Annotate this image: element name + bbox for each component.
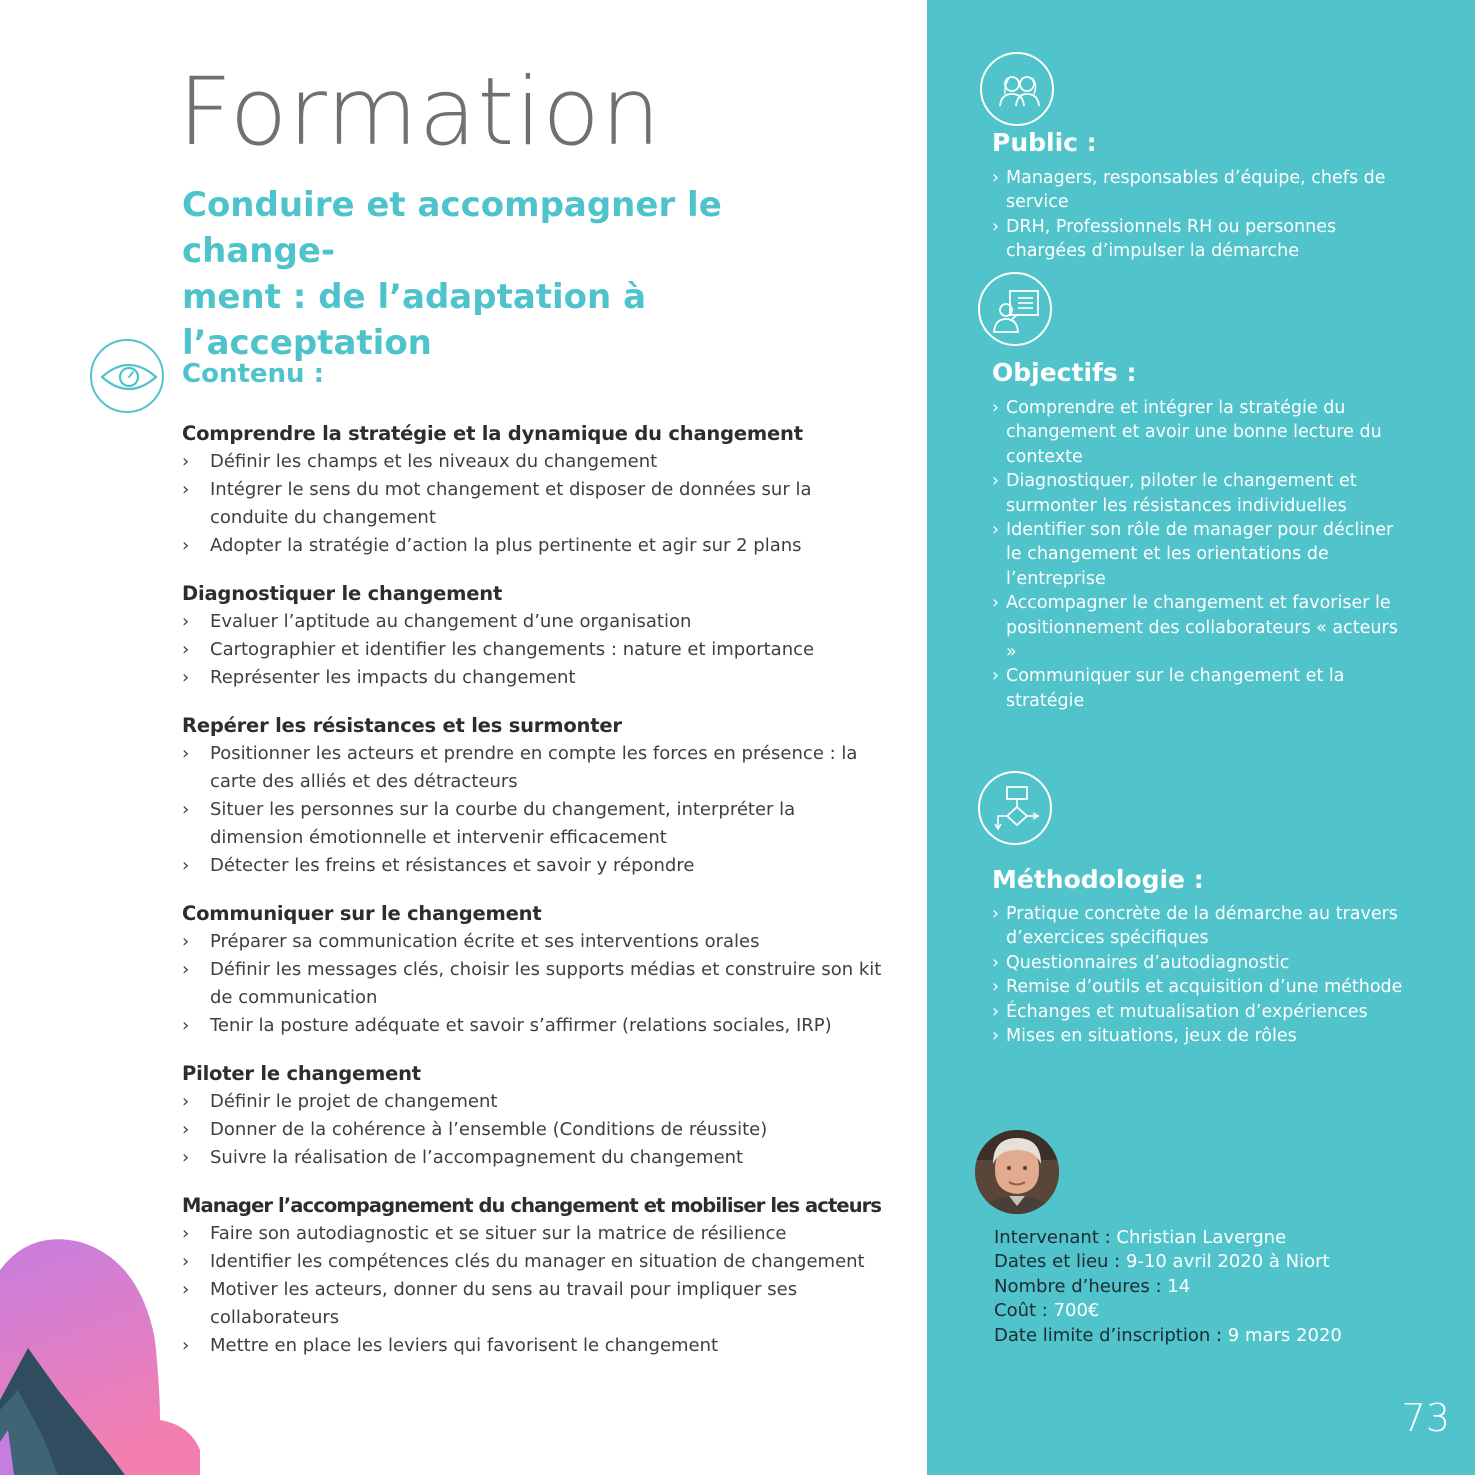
objectifs-item: [992, 664, 1412, 713]
chevron-right-icon: ›: [182, 1251, 190, 1272]
list-item-text: Définir les champs et les niveaux du changement: [210, 451, 658, 472]
objectifs-heading: Objectifs :: [992, 358, 1137, 387]
contenu-section: [182, 580, 892, 692]
contenu-section: [182, 420, 892, 560]
objectifs-item-text: Identifier son rôle de manager pour décliner le changement et les orientations de l’entreprise: [1006, 520, 1394, 589]
list-item: [182, 476, 892, 532]
list-item-text: Faire son autodiagnostic et se situer sur la matrice de résilience: [210, 1223, 787, 1244]
list-item: [182, 664, 892, 692]
chevron-right-icon: ›: [992, 1026, 999, 1047]
list-item: [182, 1012, 892, 1040]
section-bullets: [182, 928, 892, 1040]
list-item-text: Adopter la stratégie d’action la plus pertinente et agir sur 2 plans: [210, 535, 802, 556]
list-item: [182, 796, 892, 852]
objectifs-item-text: Diagnostiquer, piloter le changement et surmonter les résistances individuelles: [1006, 471, 1357, 516]
chevron-right-icon: ›: [182, 667, 190, 688]
chevron-right-icon: ›: [182, 1091, 190, 1112]
section-bullets: [182, 448, 892, 560]
chevron-right-icon: ›: [182, 743, 190, 764]
list-item: [182, 532, 892, 560]
list-item-text: Préparer sa communication écrite et ses interventions orales: [210, 931, 760, 952]
contenu-section: [182, 712, 892, 880]
list-item: [182, 1144, 892, 1172]
objectifs-list: [992, 396, 1412, 713]
objectifs-item: [992, 518, 1412, 591]
chevron-right-icon: ›: [182, 639, 190, 660]
chevron-right-icon: ›: [992, 952, 999, 973]
chevron-right-icon: ›: [992, 904, 999, 924]
detail-value: Christian Lavergne: [1116, 1227, 1287, 1248]
chevron-right-icon: ›: [182, 1015, 190, 1036]
list-item-text: Suivre la réalisation de l’accompagnement du changement: [210, 1147, 744, 1168]
methodologie-item-text: Mises en situations, jeux de rôles: [1006, 1026, 1297, 1047]
list-item-text: Définir les messages clés, choisir les supports médias et construire son kit de communication: [210, 959, 882, 1008]
people-icon: [980, 52, 1054, 126]
speaker-photo: [975, 1130, 1059, 1214]
presentation-board-icon: [978, 272, 1052, 346]
list-item: [182, 740, 892, 796]
list-item: [182, 1116, 892, 1144]
objectifs-item-text: Comprendre et intégrer la stratégie du changement et avoir une bonne lecture du contexte: [1006, 398, 1382, 467]
public-item-text: DRH, Professionnels RH ou personnes chargées d’impulser la démarche: [1006, 216, 1337, 262]
list-item-text: Evaluer l’aptitude au changement d’une organisation: [210, 611, 692, 632]
chevron-right-icon: ›: [182, 1147, 190, 1168]
contenu-section: [182, 1192, 892, 1360]
list-item-text: Donner de la cohérence à l’ensemble (Conditions de réussite): [210, 1119, 768, 1140]
decorative-shapes: [0, 1230, 210, 1475]
detail-value: 14: [1167, 1275, 1191, 1297]
session-details: [994, 1226, 1454, 1348]
public-item: [992, 215, 1412, 264]
section-title: Comprendre la stratégie et la dynamique du changement: [182, 422, 803, 445]
detail-row: [994, 1299, 1454, 1323]
chevron-right-icon: ›: [992, 398, 999, 418]
detail-label: Intervenant :: [994, 1227, 1111, 1248]
detail-value: 700€: [1053, 1300, 1100, 1322]
chevron-right-icon: ›: [992, 168, 999, 188]
contenu-heading: Contenu :: [182, 359, 324, 389]
list-item-text: Tenir la posture adéquate et savoir s’affirmer (relations sociales, IRP): [210, 1015, 832, 1036]
public-item-text: Managers, responsables d’équipe, chefs de service: [1006, 168, 1386, 213]
chevron-right-icon: ›: [992, 977, 999, 998]
public-list: [992, 166, 1412, 264]
section-title: Repérer les résistances et les surmonter: [182, 714, 622, 737]
chevron-right-icon: ›: [182, 1223, 190, 1244]
contenu-section: [182, 1060, 892, 1172]
list-item: [182, 1248, 892, 1276]
chevron-right-icon: ›: [182, 855, 190, 876]
methodologie-item: [992, 1024, 1412, 1048]
list-item-text: Identifier les compétences clés du manager en situation de changement: [210, 1251, 865, 1272]
chevron-right-icon: ›: [992, 520, 999, 541]
objectifs-item: [992, 591, 1412, 664]
subtitle-line-2: ment : de l’adaptation à l’acceptation: [182, 277, 647, 363]
list-item: [182, 1276, 892, 1332]
detail-row: [994, 1250, 1454, 1274]
list-item-text: Intégrer le sens du mot changement et disposer de données sur la conduite du changement: [210, 479, 812, 528]
chevron-right-icon: ›: [992, 1001, 999, 1022]
list-item: [182, 956, 892, 1012]
list-item: [182, 1220, 892, 1248]
detail-label: Coût :: [994, 1300, 1048, 1322]
chevron-right-icon: ›: [182, 1119, 190, 1140]
subtitle-line-1: Conduire et accompagner le change-: [182, 185, 722, 271]
detail-label: Dates et lieu :: [994, 1251, 1121, 1273]
course-subtitle: [182, 182, 882, 366]
detail-label: Date limite d’inscription :: [994, 1324, 1223, 1346]
methodologie-heading: Méthodologie :: [992, 865, 1204, 894]
contenu-section: [182, 900, 892, 1040]
section-bullets: [182, 608, 892, 692]
methodologie-item: [992, 1000, 1412, 1024]
chevron-right-icon: ›: [992, 593, 999, 614]
list-item-text: Cartographier et identifier les changements : nature et importance: [210, 639, 815, 660]
eye-icon: [90, 339, 164, 413]
list-item: [182, 608, 892, 636]
detail-row: [994, 1226, 1454, 1250]
page-title: Formation: [178, 58, 662, 167]
info-panel: [927, 0, 1475, 1475]
methodologie-item: [992, 951, 1412, 975]
list-item-text: Définir le projet de changement: [210, 1091, 498, 1112]
chevron-right-icon: ›: [182, 611, 190, 632]
chevron-right-icon: ›: [992, 471, 999, 492]
chevron-right-icon: ›: [182, 451, 190, 472]
objectifs-item-text: Communiquer sur le changement et la stratégie: [1006, 666, 1345, 711]
chevron-right-icon: ›: [182, 931, 190, 952]
detail-row: [994, 1275, 1454, 1299]
methodologie-item-text: Échanges et mutualisation d’expériences: [1006, 1001, 1368, 1022]
objectifs-item: [992, 469, 1412, 518]
methodologie-item: [992, 902, 1412, 951]
contenu-sections: [182, 420, 892, 1380]
methodologie-item-text: Questionnaires d’autodiagnostic: [1006, 952, 1290, 973]
list-item: [182, 852, 892, 880]
chevron-right-icon: ›: [182, 1335, 190, 1356]
list-item: [182, 1088, 892, 1116]
section-title: Piloter le changement: [182, 1062, 421, 1085]
detail-row: [994, 1324, 1454, 1348]
detail-label: Nombre d’heures :: [994, 1275, 1162, 1297]
section-title: Diagnostiquer le changement: [182, 582, 503, 605]
objectifs-item: [992, 396, 1412, 469]
methodologie-list: [992, 902, 1412, 1048]
page-number: 73: [1401, 1396, 1450, 1440]
list-item-text: Positionner les acteurs et prendre en compte les forces en présence : la carte des alliés et des détracteurs: [210, 743, 858, 792]
section-bullets: [182, 740, 892, 880]
list-item: [182, 636, 892, 664]
chevron-right-icon: ›: [992, 216, 999, 237]
public-item: [992, 166, 1412, 215]
list-item-text: Détecter les freins et résistances et savoir y répondre: [210, 855, 695, 876]
detail-value: 9 mars 2020: [1227, 1324, 1342, 1346]
objectifs-item-text: Accompagner le changement et favoriser le positionnement des collaborateurs « acteurs »: [1006, 593, 1398, 663]
chevron-right-icon: ›: [992, 666, 999, 687]
section-title: Manager l’accompagnement du changement et mobiliser les acteurs: [182, 1194, 882, 1217]
chevron-right-icon: ›: [182, 1279, 190, 1300]
list-item-text: Situer les personnes sur la courbe du changement, interpréter la dimension émotionnelle et intervenir efficacement: [210, 799, 796, 848]
flowchart-icon: [978, 771, 1052, 845]
list-item: [182, 928, 892, 956]
section-title: Communiquer sur le changement: [182, 902, 542, 925]
chevron-right-icon: ›: [182, 959, 190, 980]
list-item: [182, 1332, 892, 1360]
public-heading: Public :: [992, 128, 1097, 157]
chevron-right-icon: ›: [182, 479, 190, 500]
list-item-text: Mettre en place les leviers qui favorisent le changement: [210, 1335, 719, 1356]
list-item-text: Motiver les acteurs, donner du sens au travail pour impliquer ses collaborateurs: [210, 1279, 798, 1328]
chevron-right-icon: ›: [182, 535, 190, 556]
section-bullets: [182, 1088, 892, 1172]
methodologie-item: [992, 975, 1412, 999]
methodologie-item-text: Remise d’outils et acquisition d’une méthode: [1006, 977, 1403, 998]
methodologie-item-text: Pratique concrète de la démarche au travers d’exercices spécifiques: [1006, 904, 1398, 949]
list-item: [182, 448, 892, 476]
list-item-text: Représenter les impacts du changement: [210, 667, 576, 688]
section-bullets: [182, 1220, 892, 1360]
detail-value: 9-10 avril 2020 à Niort: [1125, 1251, 1330, 1273]
chevron-right-icon: ›: [182, 799, 190, 820]
